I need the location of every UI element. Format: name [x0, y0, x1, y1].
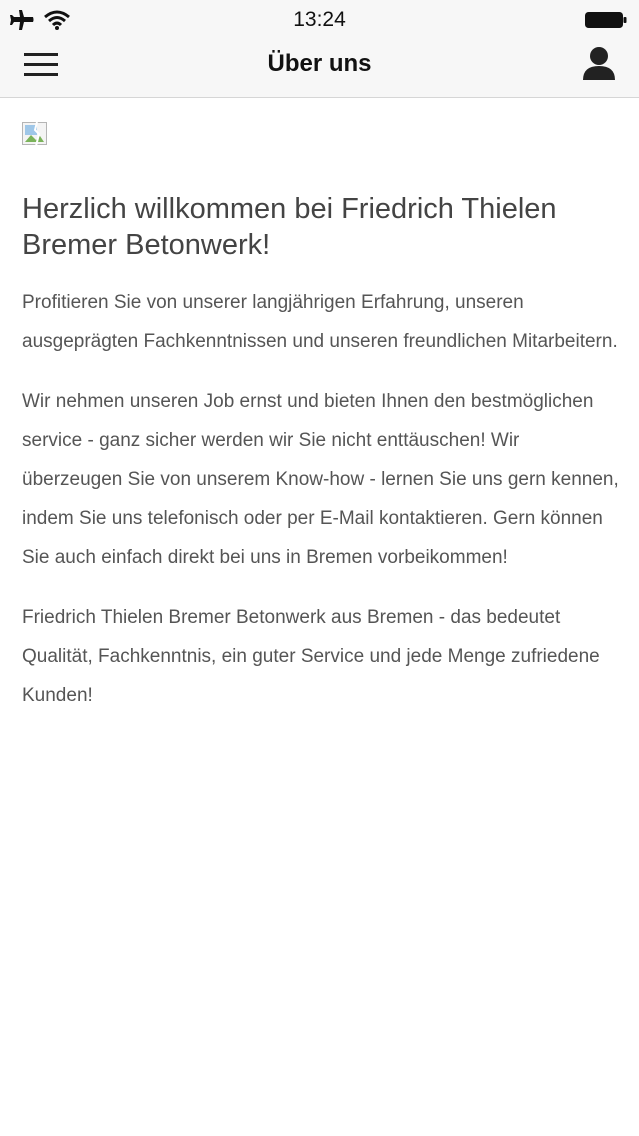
profile-icon[interactable]: [581, 45, 617, 81]
status-time: 13:24: [293, 8, 346, 31]
main-content: [22, 98, 622, 715]
welcome-heading: Herzlich willkommen bei Friedrich Thielen Bremer Betonwerk!: [22, 193, 557, 261]
paragraph-service: Wir nehmen unseren Job ernst und bieten Ihnen den bestmöglichen service - ganz sicher werden wir Sie nicht enttäuschen! Wir überzeugen Sie von unserem Know-how - lernen Sie uns gern kennen, indem Sie uns telefonisch oder per E-Mail kontaktieren. Gern können Sie auch einfach direkt bei uns in Bremen vorbeikommen!: [22, 391, 619, 568]
broken-image-icon: [22, 122, 48, 146]
paragraph-quality: Friedrich Thielen Bremer Betonwerk aus Bremen - das bedeutet Qualität, Fachkenntnis, ein guter Service und jede Menge zufriedene Kunden!: [22, 607, 600, 706]
status-bar: [0, 0, 639, 40]
navigation-bar: [0, 40, 639, 98]
battery-icon: [585, 12, 627, 28]
paragraph-experience: Profitieren Sie von unserer langjährigen Erfahrung, unseren ausgeprägten Fachkenntnissen und unseren freundlichen Mitarbeitern.: [22, 292, 618, 352]
page-title: Über uns: [267, 50, 372, 77]
